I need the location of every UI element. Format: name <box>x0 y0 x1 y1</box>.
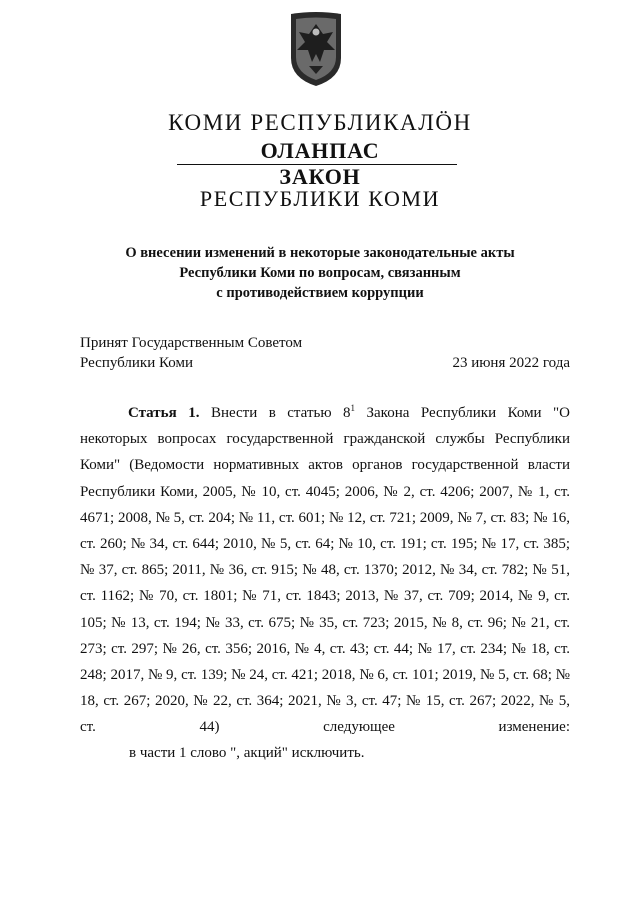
law-title-line: Республики Коми по вопросам, связанным <box>179 265 461 281</box>
article-1-clause: в части 1 слово ", акций" исключить. <box>129 745 365 761</box>
komi-header-line1: КОМИ РЕСПУБЛИКАЛӦН <box>168 110 472 135</box>
adoption-body-line1: Принят Государственным Советом <box>80 335 303 351</box>
article-1-paragraph <box>80 400 570 741</box>
law-title <box>0 243 640 303</box>
russian-header-line1: ЗАКОН <box>279 164 361 189</box>
law-title-line: с противодействием коррупции <box>216 285 424 301</box>
russian-header-line2: РЕСПУБЛИКИ КОМИ <box>199 186 441 211</box>
article-text-start: Внести в статью 8 <box>210 405 351 421</box>
article-text-rest: Закона Республики Коми "О некоторых вопросах государственной гражданской службы Республики Коми" (Ведомости нормативных актов органов государственной власти Республики Коми, 2005, № 10, ст. 4045; 2006, № 2, ст. 4206; 2007, № 1, ст. 4671; 2008, № 5, ст. 204; № 11, ст. 601; № 12, ст. 721; 2009, № 7, ст. 83; № 16, ст. 260; № 34, ст. 644; 2010, № 5, ст. 64; № 10, ст. 191; ст. 195; № 17, ст. 385; № 37, ст. 865; 2011, № 36, ст. 915; № 48, ст. 1370; 2012, № 34, ст. 782; № 51, ст. 1162; № 70, ст. 1801; № 71, ст. 1843; 2013, № 37, ст. 709; 2014, № 9, ст. 105; № 13, ст. 194; № 33, ст. 675; № 35, ст. 723; 2015, № 8, ст. 96; № 21, ст. 273; ст. 297; № 26, ст. 356; 2016, № 4, ст. 43; ст. 44; № 17, ст. 234; № 18, ст. 248; 2017, № 9, ст. 139; № 24, ст. 421; 2018, № 6, ст. 101; 2019, № 5, ст. 68; № 18, ст. 267; 2020, № 22, ст. 364; 2021, № 3, ст. 47; № 15, ст. 267; 2022, № 5, ст. 44) следующее изменение: <box>80 405 571 736</box>
adoption-body-line2: Республики Коми <box>80 355 193 371</box>
coat-of-arms-icon <box>287 8 345 88</box>
article-superscript: 1 <box>350 403 356 413</box>
komi-header-line2: ОЛАНПАС <box>260 138 380 163</box>
article-label: Статья 1. <box>128 405 200 421</box>
adoption-date: 23 июня 2022 года <box>452 355 570 371</box>
law-title-line: О внесении изменений в некоторые законодательные акты <box>125 245 515 261</box>
adoption-block <box>80 333 570 373</box>
